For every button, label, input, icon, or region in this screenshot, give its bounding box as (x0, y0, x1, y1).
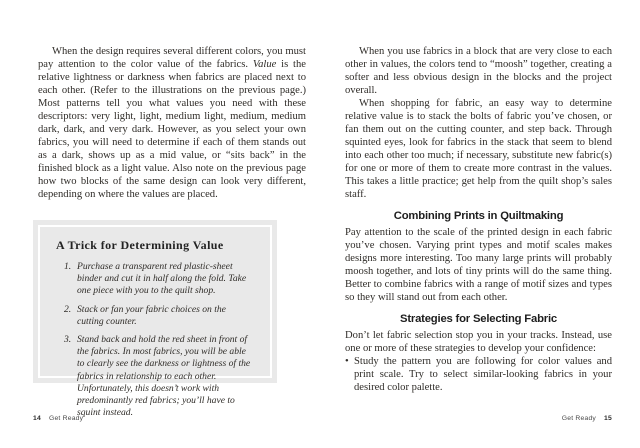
right-page-paragraph: When you use fabrics in a block that are very close to each other in values, the colors tend to “moosh” together, creating a softer and less obvious design in the blocks and the project overall. (345, 46, 612, 96)
section-heading-strategies: Strategies for Selecting Fabric (399, 313, 558, 325)
bullet-list-item (345, 355, 612, 394)
section-intro-paragraph: Don’t let fabric selection stop you in your tracks. Instead, use one or more of these strategies to develop your confidence: (345, 330, 612, 354)
section-heading-combining-prints: Combining Prints in Quiltmaking (393, 210, 564, 222)
page-number: 14 (33, 415, 41, 422)
list-item (64, 334, 254, 419)
bullet-text: Study the pattern you are following for color values and print scale. Try to select similar-looking fabrics in your desired color palette. (354, 356, 612, 393)
page-number: 15 (604, 415, 612, 422)
left-page-paragraph (38, 45, 306, 201)
list-item-number: 3. (64, 334, 72, 346)
right-page-footer (562, 415, 612, 422)
list-item (64, 261, 254, 298)
list-item-number: 2. (64, 303, 72, 315)
paragraph-text: When the design requires several different colors, you must pay attention to the color value of the fabrics. (38, 46, 306, 70)
sidebar-title: A Trick for Determining Value (56, 238, 224, 252)
bullet-marker: • (345, 356, 349, 367)
paragraph-text: is the relative lightness or darkness when fabrics are placed next to each other. (Refer to the illustrations on the previous page.) Most patterns tell you what values you need with these descriptors: very light, light, medium light, medium, medium dark, dark, and very dark. However, as you select your own fabrics, you will need to determine if each of them stands out as a dark, shows up as a mid value, or “sits back” in the finished block as a light value. Also note on the previous page how two blocks of the same design can look very different, depending on where the values are placed. (38, 59, 306, 200)
left-page-footer (33, 415, 83, 422)
running-head: Get Ready (48, 415, 84, 422)
right-page-text-column (345, 45, 612, 394)
list-item (64, 304, 254, 328)
list-item-text: Stand back and hold the red sheet in front of the fabrics. In most fabrics, you will be able to clearly see the darkness or lightness of the fabrics in relationship to each other. Unfortunately, this doesn’t work with predominantly red fabrics; you’ll have to squint instead. (77, 334, 251, 419)
list-item-text: Stack or fan your fabric choices on the cutting counter. (77, 303, 226, 327)
list-item-text: Purchase a transparent red plastic-sheet binder and cut it in half along the fold. Take one piece with you to the quilt shop. (77, 261, 247, 297)
italic-term: Value (252, 59, 277, 70)
right-page-paragraph: When shopping for fabric, an easy way to determine relative value is to stack the bolts of fabric you’ve chosen, or fan them out on the cutting counter, and step back. Through squinted eyes, look for fabrics in the stack that seem to blend into each other too much; if necessary, substitute new fabric(s) for one or more of them to create more contrast in the values. This takes a little practice; get help from the quilt shop’s sales staff. (345, 98, 612, 200)
left-page-text-column (38, 45, 306, 201)
running-head: Get Ready (561, 415, 597, 422)
list-item-number: 1. (64, 261, 72, 272)
section-paragraph: Pay attention to the scale of the printed design in each fabric you’ve chosen. Varying print types and motif scales makes designs more interesting. Too many large prints will probably moosh together, and lots of tiny prints will do the same thing. Better to combine fabrics with a range of motif sizes and types so they will stand out from each other. (345, 227, 612, 303)
